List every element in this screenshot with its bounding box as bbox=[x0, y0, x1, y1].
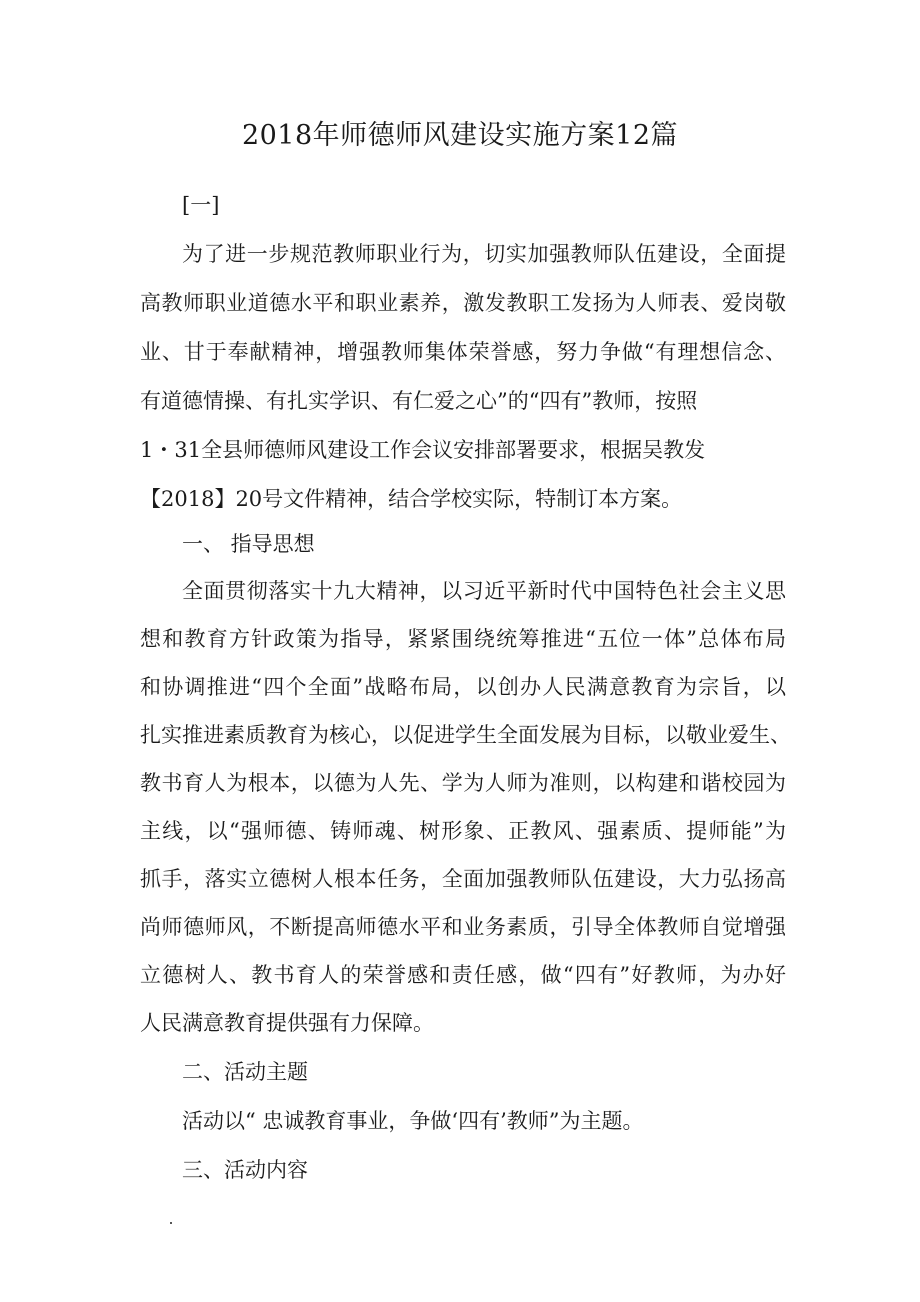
document-title: 2018年师德师风建设实施方案12篇 bbox=[241, 120, 679, 151]
paragraph-line: 有道德情操、有扎实学识、有仁爱之心”的“四有”教师，按照 bbox=[140, 389, 698, 413]
paragraph-line: 抓手，落实立德树人根本任务，全面加强教师队伍建设，大力弘扬高 bbox=[140, 867, 786, 891]
page-mark bbox=[170, 1222, 172, 1224]
section-heading-content: 三、活动内容 bbox=[182, 1158, 308, 1182]
paragraph-line: 为了进一步规范教师职业行为，切实加强教师队伍建设，全面提 bbox=[182, 242, 786, 266]
paragraph-line: 扎实推进素质教育为核心，以促进学生全面发展为目标，以敬业爱生、 bbox=[140, 723, 791, 747]
paragraph-line: 1・31全县师德师风建设工作会议安排部署要求，根据吴教发 bbox=[140, 438, 706, 462]
theme-paragraph: 活动以“ 忠诚教育事业，争做‘四有’教师”为主题。 bbox=[182, 1109, 644, 1133]
paragraph-line: 【2018】20号文件精神，结合学校实际，特制订本方案。 bbox=[140, 487, 683, 511]
section-heading-guiding: 一、 指导思想 bbox=[182, 532, 315, 556]
paragraph-line: 尚师德师风，不断提高师德水平和业务素质，引导全体教师自觉增强 bbox=[140, 915, 786, 939]
paragraph-line: 高教师职业道德水平和职业素养，激发教职工发扬为人师表、爱岗敬 bbox=[140, 291, 786, 315]
paragraph-line: 立德树人、教书育人的荣誉感和责任感，做“四有”好教师，为办好 bbox=[140, 963, 786, 987]
section-heading-theme: 二、活动主题 bbox=[182, 1060, 308, 1084]
paragraph-line: 人民满意教育提供强有力保障。 bbox=[140, 1011, 434, 1035]
paragraph-line: 业、甘于奉献精神，增强教师集体荣誉感，努力争做“有理想信念、 bbox=[140, 340, 786, 364]
paragraph-line: 教书育人为根本，以德为人先、学为人师为准则，以构建和谐校园为 bbox=[140, 771, 786, 795]
paragraph-line: 想和教育方针政策为指导，紧紧围绕统筹推进“五位一体”总体布局 bbox=[140, 627, 786, 651]
paragraph-line: 和协调推进“四个全面”战略布局，以创办人民满意教育为宗旨，以 bbox=[140, 675, 786, 699]
section-marker: [一] bbox=[182, 193, 220, 217]
paragraph-line: 主线，以“强师德、铸师魂、树形象、正教风、强素质、提师能”为 bbox=[140, 819, 786, 843]
paragraph-line: 全面贯彻落实十九大精神，以习近平新时代中国特色社会主义思 bbox=[182, 579, 786, 603]
